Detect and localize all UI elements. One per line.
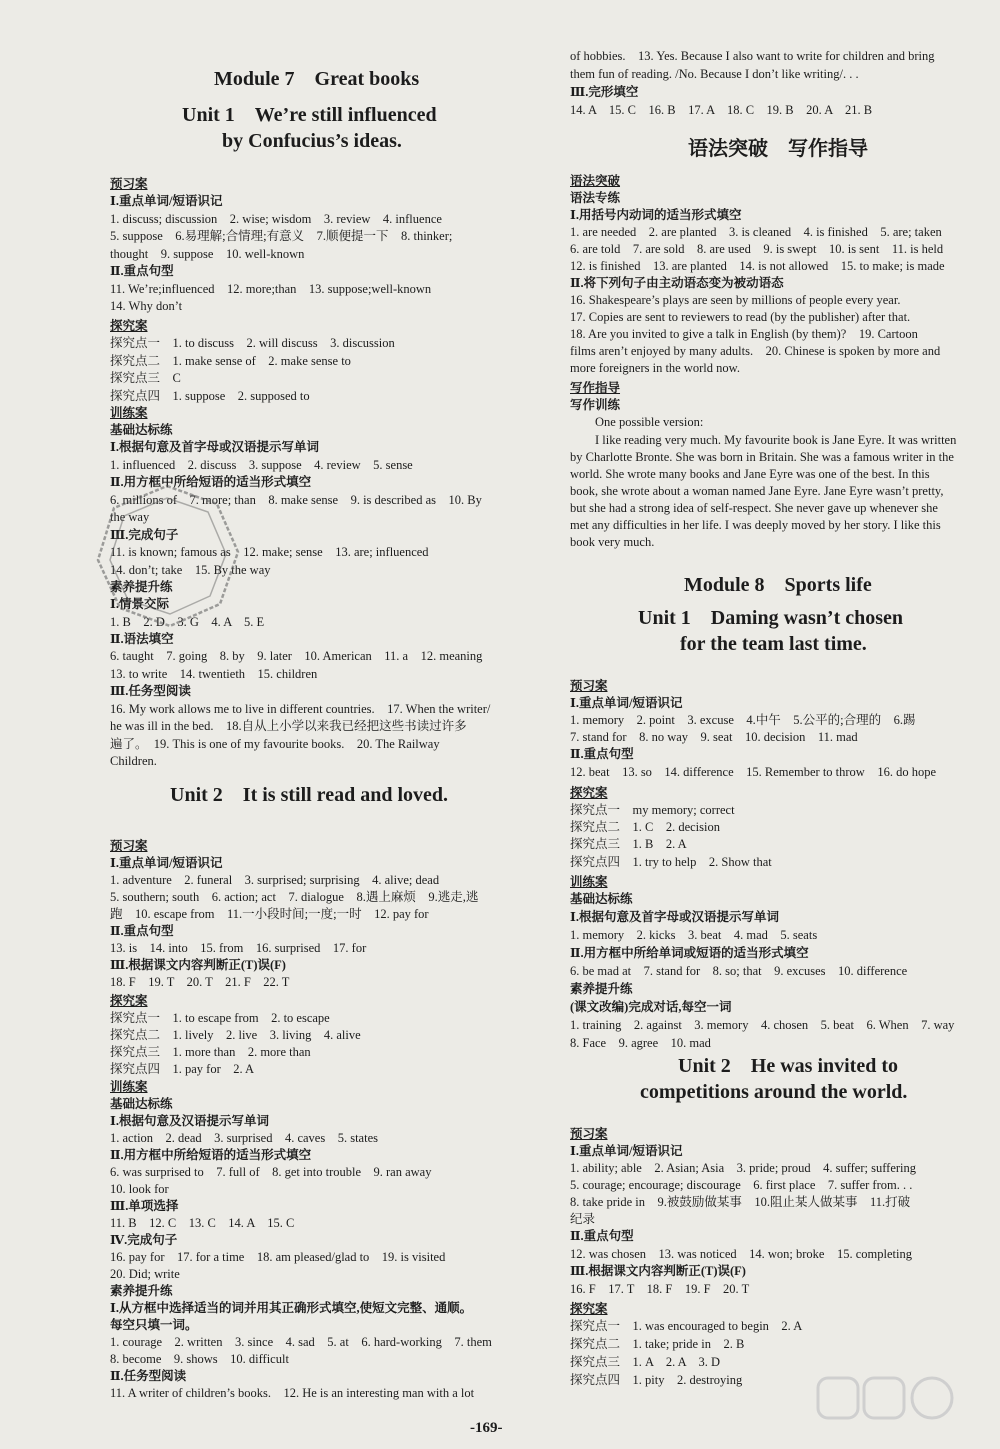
- text-line: 1. adventure 2. funeral 3. surprised; surprising 4. alive; dead: [110, 873, 440, 887]
- text-line: 5. southern; south 6. action; act 7. dialogue 8.遇上麻烦 9.逃走,逃: [110, 890, 479, 904]
- text-line: world. She wrote many books and Jane Eyre was one of the best. In this: [570, 467, 930, 481]
- text-line: book very much.: [570, 535, 655, 549]
- text-line: 11. B 12. C 13. C 14. A 15. C: [110, 1216, 295, 1230]
- text-line: 探究案: [110, 319, 148, 333]
- text-line: 训练案: [570, 875, 608, 889]
- text-line: 训练案: [110, 406, 148, 420]
- text-line: Ⅰ.根据句意及汉语提示写单词: [110, 1114, 269, 1128]
- text-line: book, she wrote about a woman named Jane Eyre. Jane Eyre wasn’t pretty,: [570, 484, 944, 498]
- text-line: 16. pay for 17. for a time 18. am pleased/glad to 19. is visited: [110, 1250, 446, 1264]
- watermark-logo-icon: [814, 1374, 994, 1444]
- stamp-seal-icon: [92, 480, 242, 630]
- text-line: 1. training 2. against 3. memory 4. chosen 5. beat 6. When 7. way: [570, 1018, 955, 1032]
- text-line: of hobbies. 13. Yes. Because I also want to write for children and bring: [570, 49, 935, 63]
- text-line: 1. B 2. D 3. G 4. A 5. E: [110, 615, 265, 629]
- text-line: 素养提升练: [110, 1284, 173, 1298]
- m8-unit1-title-line2: for the team last time.: [680, 633, 867, 655]
- text-line: 探究点四 1. pity 2. destroying: [570, 1373, 743, 1387]
- text-line: (课文改编)完成对话,每空一词: [570, 1000, 732, 1014]
- text-line: 探究点三 1. B 2. A: [570, 837, 687, 851]
- text-line: 预习案: [570, 679, 608, 693]
- text-line: 7. stand for 8. no way 9. seat 10. decision 11. mad: [570, 730, 858, 744]
- text-line: 20. Did; write: [110, 1267, 180, 1281]
- text-line: 16. My work allows me to live in different countries. 17. When the writer/: [110, 702, 491, 716]
- text-line: 探究点三 1. more than 2. more than: [110, 1045, 311, 1059]
- text-line: 探究点二 1. make sense of 2. make sense to: [110, 354, 351, 368]
- text-line: 11. A writer of children’s books. 12. He is an interesting man with a lot: [110, 1386, 475, 1400]
- watermark-logo: [814, 1374, 994, 1444]
- text-line: the way: [110, 510, 150, 524]
- text-line: Ⅲ.完形填空: [570, 85, 639, 99]
- text-line: 纪录: [570, 1212, 596, 1226]
- text-line: 8. become 9. shows 10. difficult: [110, 1352, 289, 1366]
- text-line: 语法专练: [570, 191, 621, 205]
- module7-title: Module 7 Great books: [214, 68, 420, 90]
- text-line: Ⅱ.用方框中所给单词或短语的适当形式填空: [570, 946, 809, 960]
- text-line: 预习案: [570, 1127, 608, 1141]
- text-line: 14. Why don’t: [110, 299, 183, 313]
- text-line: 写作训练: [570, 398, 621, 412]
- text-line: 预习案: [110, 839, 148, 853]
- text-line: 1. courage 2. written 3. since 4. sad 5. at 6. hard-working 7. them: [110, 1335, 492, 1349]
- text-line: Ⅱ.将下列句子由主动语态变为被动语态: [570, 276, 784, 290]
- text-line: Ⅰ.重点单词/短语识记: [110, 856, 223, 870]
- unit1-title-line2: by Confucius’s ideas.: [222, 130, 402, 152]
- text-line: Ⅱ.任务型阅读: [110, 1369, 187, 1383]
- text-line: I like reading very much. My favourite book is Jane Eyre. It was written: [570, 433, 957, 447]
- text-line: 写作指导: [570, 381, 621, 395]
- text-line: met any difficulties in her life. I was deeply moved by her story. I like this: [570, 518, 941, 532]
- text-line: 14. A 15. C 16. B 17. A 18. C 19. B 20. A 21. B: [570, 103, 873, 117]
- text-line: Ⅰ.用括号内动词的适当形式填空: [570, 208, 742, 222]
- text-line: 6. millions of 7. more; than 8. make sense 9. is described as 10. By: [110, 493, 482, 507]
- text-line: 1. are needed 2. are planted 3. is cleaned 4. is finished 5. are; taken: [570, 225, 942, 239]
- text-line: 16. Shakespeare’s plays are seen by millions of people every year.: [570, 293, 901, 307]
- text-line: 13. is 14. into 15. from 16. surprised 17. for: [110, 941, 367, 955]
- text-line: Ⅰ.从方框中选择适当的词并用其正确形式填空,使短文完整、通顺。: [110, 1301, 473, 1315]
- text-line: more foreigners in the world now.: [570, 361, 740, 375]
- text-line: 1. ability; able 2. Asian; Asia 3. pride; proud 4. suffer; suffering: [570, 1161, 917, 1175]
- text-line: 探究案: [110, 994, 148, 1008]
- text-line: 6. taught 7. going 8. by 9. later 10. American 11. a 12. meaning: [110, 649, 483, 663]
- text-line: Ⅳ.完成句子: [110, 1233, 178, 1247]
- text-line: 跑 10. escape from 11.一小段时间;一度;一时 12. pay for: [110, 907, 429, 921]
- text-line: 1. discuss; discussion 2. wise; wisdom 3. review 4. influence: [110, 212, 442, 226]
- text-line: 16. F 17. T 18. F 19. F 20. T: [570, 1282, 750, 1296]
- text-line: Ⅱ.语法填空: [110, 632, 174, 646]
- text-line: 探究点三 C: [110, 371, 181, 385]
- text-line: 13. to write 14. twentieth 15. children: [110, 667, 318, 681]
- text-line: 12. beat 13. so 14. difference 15. Remember to throw 16. do hope: [570, 765, 937, 779]
- text-line: Ⅰ.根据句意及首字母或汉语提示写单词: [110, 440, 319, 454]
- text-line: 8. Face 9. agree 10. mad: [570, 1036, 711, 1050]
- text-line: 基础达标练: [110, 1097, 173, 1111]
- text-line: 6. be mad at 7. stand for 8. so; that 9. excuses 10. difference: [570, 964, 908, 978]
- unit2-title: Unit 2 It is still read and loved.: [170, 784, 448, 806]
- text-line: 14. don’t; take 15. By the way: [110, 563, 271, 577]
- text-line: 每空只填一词。: [110, 1318, 198, 1332]
- text-line: 5. courage; encourage; discourage 6. first place 7. suffer from. . .: [570, 1178, 913, 1192]
- text-line: Ⅱ.重点句型: [570, 1229, 634, 1243]
- text-line: 训练案: [110, 1080, 148, 1094]
- text-line: Ⅰ.重点单词/短语识记: [570, 1144, 683, 1158]
- text-line: Ⅲ.根据课文内容判断正(T)误(F): [110, 958, 286, 972]
- text-line: 17. Copies are sent to reviewers to read (by the publisher) after that.: [570, 310, 911, 324]
- text-line: 探究点二 1. C 2. decision: [570, 820, 720, 834]
- text-line: thought 9. suppose 10. well-known: [110, 247, 305, 261]
- text-line: 5. suppose 6.易理解;合情理;有意义 7.顺便提一下 8. thinker;: [110, 229, 453, 243]
- text-line: he was ill in the bed. 18.自从上小学以来我已经把这些书读过许多: [110, 719, 467, 733]
- text-line: 探究案: [570, 786, 608, 800]
- text-line: 6. was surprised to 7. full of 8. get into trouble 9. ran away: [110, 1165, 432, 1179]
- text-line: Ⅲ.完成句子: [110, 528, 179, 542]
- text-line: films aren’t enjoyed by many adults. 20. Chinese is spoken by more and: [570, 344, 941, 358]
- text-line: but she had a strong idea of self-respect. She never gave up whenever she: [570, 501, 938, 515]
- text-line: 1. influenced 2. discuss 3. suppose 4. review 5. sense: [110, 458, 413, 472]
- text-line: 探究点二 1. take; pride in 2. B: [570, 1337, 745, 1351]
- m8-unit2-title-line2: competitions around the world.: [640, 1081, 908, 1103]
- text-line: Ⅱ.用方框中所给短语的适当形式填空: [110, 475, 312, 489]
- text-line: 探究点四 1. suppose 2. supposed to: [110, 389, 310, 403]
- text-line: 12. was chosen 13. was noticed 14. won; broke 15. completing: [570, 1247, 912, 1261]
- text-line: One possible version:: [570, 415, 704, 429]
- text-line: 素养提升练: [570, 982, 633, 996]
- text-line: Ⅰ.根据句意及首字母或汉语提示写单词: [570, 910, 779, 924]
- grammar-writing-title: 语法突破 写作指导: [688, 138, 868, 160]
- text-line: Ⅱ.重点句型: [110, 264, 174, 278]
- text-line: 预习案: [110, 177, 148, 191]
- text-line: 基础达标练: [570, 892, 633, 906]
- text-line: 基础达标练: [110, 423, 173, 437]
- text-line: Children.: [110, 754, 157, 768]
- text-line: them fun of reading. /No. Because I don’t like writing/. . .: [570, 67, 859, 81]
- text-line: 语法突破: [570, 174, 621, 188]
- text-line: Ⅱ.重点句型: [570, 747, 634, 761]
- text-line: 探究点四 1. try to help 2. Show that: [570, 855, 772, 869]
- text-line: 探究案: [570, 1302, 608, 1316]
- text-line: 1. memory 2. point 3. excuse 4.中午 5.公平的;合理的 6.踢: [570, 713, 916, 727]
- text-line: 12. is finished 13. are planted 14. is not allowed 15. to make; is made: [570, 259, 945, 273]
- text-line: by Charlotte Bronte. She was born in Britain. She was a famous writer in the: [570, 450, 954, 464]
- text-line: 18. Are you invited to give a talk in English (by them)? 19. Cartoon: [570, 327, 918, 341]
- text-line: 8. take pride in 9.被鼓励做某事 10.阻止某人做某事 11.打破: [570, 1195, 911, 1209]
- text-line: Ⅱ.用方框中所给短语的适当形式填空: [110, 1148, 312, 1162]
- text-line: 6. are told 7. are sold 8. are used 9. is swept 10. is sent 11. is held: [570, 242, 944, 256]
- module8-title: Module 8 Sports life: [684, 574, 872, 596]
- text-line: Ⅰ.重点单词/短语识记: [110, 194, 223, 208]
- text-line: 探究点二 1. lively 2. live 3. living 4. alive: [110, 1028, 361, 1042]
- text-line: 探究点一 my memory; correct: [570, 803, 735, 817]
- library-stamp: [92, 480, 242, 630]
- text-line: Ⅲ.根据课文内容判断正(T)误(F): [570, 1264, 746, 1278]
- m8-unit1-title-line1: Unit 1 Daming wasn’t chosen: [638, 607, 904, 629]
- m8-unit2-title-line1: Unit 2 He was invited to: [678, 1055, 898, 1077]
- text-line: 1. action 2. dead 3. surprised 4. caves 5. states: [110, 1131, 378, 1145]
- text-line: Ⅲ.单项选择: [110, 1199, 179, 1213]
- text-line: 探究点一 1. was encouraged to begin 2. A: [570, 1319, 803, 1333]
- text-line: 素养提升练: [110, 580, 173, 594]
- page-number: -169-: [470, 1420, 503, 1436]
- unit1-title-line1: Unit 1 We’re still influenced: [182, 104, 437, 126]
- text-line: 探究点一 1. to discuss 2. will discuss 3. discussion: [110, 336, 395, 350]
- text-line: 11. is known; famous as 12. make; sense 13. are; influenced: [110, 545, 429, 559]
- text-line: 1. memory 2. kicks 3. beat 4. mad 5. seats: [570, 928, 818, 942]
- text-line: Ⅱ.重点句型: [110, 924, 174, 938]
- text-line: Ⅰ.重点单词/短语识记: [570, 696, 683, 710]
- text-line: Ⅰ.情景交际: [110, 597, 169, 611]
- text-line: 11. We’re;influenced 12. more;than 13. suppose;well-known: [110, 282, 432, 296]
- text-line: 18. F 19. T 20. T 21. F 22. T: [110, 975, 290, 989]
- text-line: 10. look for: [110, 1182, 169, 1196]
- text-line: 探究点一 1. to escape from 2. to escape: [110, 1011, 330, 1025]
- text-line: 探究点三 1. A 2. A 3. D: [570, 1355, 721, 1369]
- text-line: Ⅲ.任务型阅读: [110, 684, 191, 698]
- text-line: 探究点四 1. pay for 2. A: [110, 1062, 255, 1076]
- text-line: 遍了。 19. This is one of my favourite books. 20. The Railway: [110, 737, 440, 751]
